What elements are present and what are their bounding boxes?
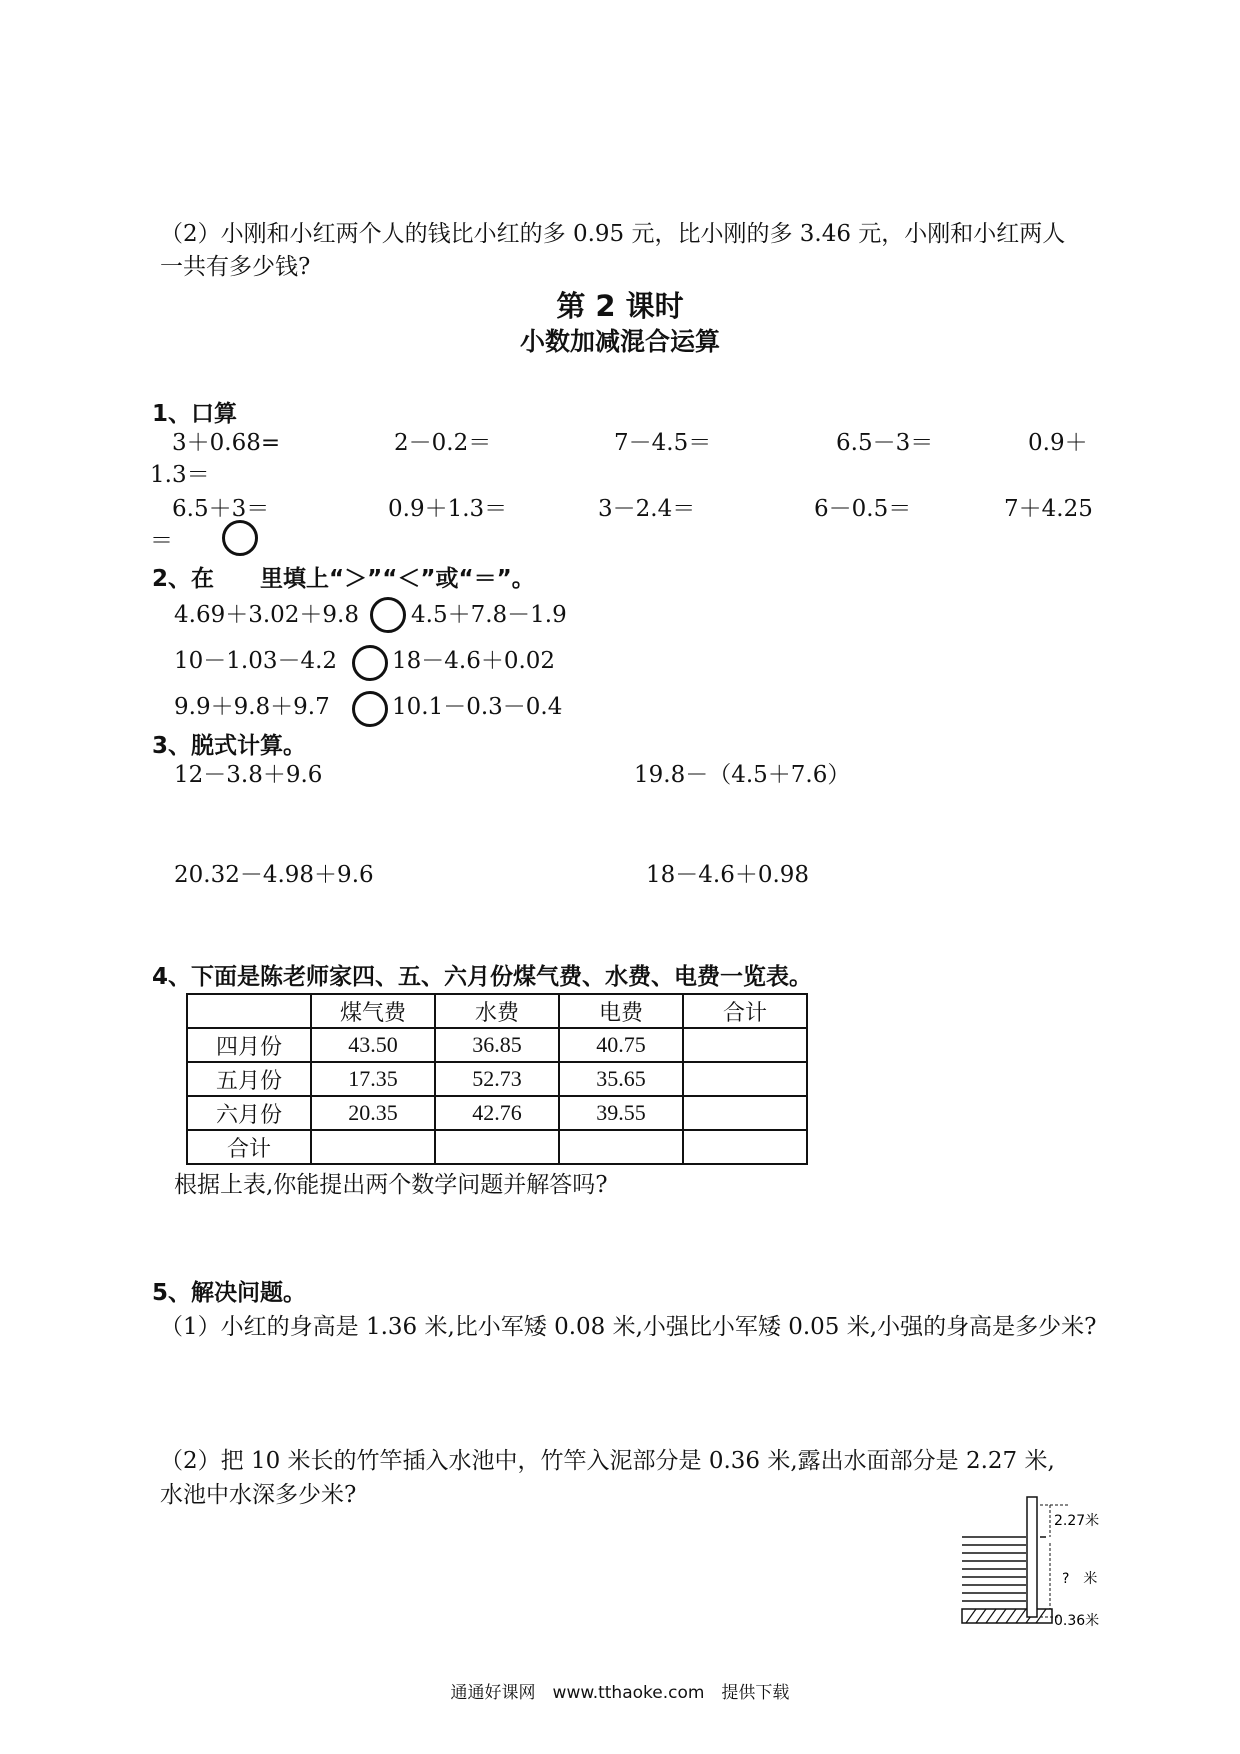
q1-row1-item: 3＋0.68=	[172, 430, 281, 456]
table-cell[interactable]	[435, 1130, 559, 1164]
pond-diagram	[960, 1495, 1120, 1630]
table-header-cell: 煤气费	[311, 994, 435, 1028]
bamboo-pole	[1027, 1497, 1037, 1617]
table-header-cell: 水费	[435, 994, 559, 1028]
table-cell: 20.35	[311, 1096, 435, 1130]
q1-row1-item: 0.9＋	[1028, 430, 1088, 456]
q3-expression: 19.8－（4.5＋7.6）	[634, 762, 851, 788]
q1-row1-item: 2－0.2＝	[394, 430, 492, 456]
table-cell[interactable]	[683, 1028, 807, 1062]
q2-left-expression: 9.9＋9.8＋9.7	[174, 694, 330, 720]
q4-followup: 根据上表,你能提出两个数学问题并解答吗?	[174, 1172, 608, 1198]
table-row	[187, 1096, 807, 1130]
table-cell: 17.35	[311, 1062, 435, 1096]
q2-heading: 2、在 里填上“＞”“＜”或“＝”。	[152, 566, 535, 592]
q1-row2-item: 3－2.4＝	[598, 496, 696, 522]
table-cell[interactable]	[683, 1096, 807, 1130]
q1-row2-item: 6－0.5＝	[814, 496, 912, 522]
table-cell: 43.50	[311, 1028, 435, 1062]
table-cell: 36.85	[435, 1028, 559, 1062]
table-header-cell: 合计	[683, 994, 807, 1028]
table-header-cell: 电费	[559, 994, 683, 1028]
table-cell: 42.76	[435, 1096, 559, 1130]
q1-row2-item: 7＋4.25	[1004, 496, 1093, 522]
table-cell: 合计	[187, 1130, 311, 1164]
q3-expression: 12－3.8＋9.6	[174, 762, 323, 788]
q1-row2-item: 0.9＋1.3＝	[388, 496, 508, 522]
table-cell: 39.55	[559, 1096, 683, 1130]
q5-heading: 5、解决问题。	[152, 1280, 307, 1306]
q5-problem-1: （1）小红的身高是 1.36 米,比小军矮 0.08 米,小强比小军矮 0.05 米,小强的身高是多少米?	[160, 1314, 1097, 1340]
lesson-title: 第 2 课时	[556, 289, 684, 323]
table-cell[interactable]	[311, 1130, 435, 1164]
label-in-mud: 0.36米	[1054, 1613, 1100, 1629]
table-header-cell	[187, 994, 311, 1028]
intro-problem-line1: （2）小刚和小红两个人的钱比小红的多 0.95 元，比小刚的多 3.46 元，小刚和小红两人	[160, 221, 1066, 247]
table-cell[interactable]	[559, 1130, 683, 1164]
fees-table	[186, 993, 808, 1165]
answer-circle	[222, 520, 258, 556]
q3-expression: 18－4.6＋0.98	[646, 862, 810, 888]
intro-problem-line2: 一共有多少钱?	[160, 254, 311, 280]
compare-circle[interactable]	[352, 691, 388, 727]
q5-problem-2-line2: 水池中水深多少米?	[160, 1482, 357, 1508]
q2-right-expression: 4.5＋7.8－1.9	[411, 602, 567, 628]
q2-left-expression: 4.69＋3.02＋9.8	[174, 602, 359, 628]
table-row	[187, 1028, 807, 1062]
q1-heading: 1、口算	[152, 401, 238, 427]
q1-row1-item: 7－4.5＝	[614, 430, 712, 456]
q1-row2-wrap: ＝	[150, 528, 173, 554]
q4-heading: 4、下面是陈老师家四、五、六月份煤气费、水费、电费一览表。	[152, 964, 813, 990]
q3-heading: 3、脱式计算。	[152, 733, 307, 759]
q1-row1-item: 6.5－3＝	[836, 430, 934, 456]
compare-circle[interactable]	[370, 597, 406, 633]
table-cell: 五月份	[187, 1062, 311, 1096]
table-cell: 52.73	[435, 1062, 559, 1096]
q1-row1-wrap: 1.3＝	[150, 462, 210, 488]
table-cell: 六月份	[187, 1096, 311, 1130]
table-header-row	[187, 994, 807, 1028]
table-cell: 40.75	[559, 1028, 683, 1062]
table-cell: 35.65	[559, 1062, 683, 1096]
table-row	[187, 1130, 807, 1164]
lesson-subtitle: 小数加减混合运算	[519, 327, 720, 356]
table-cell: 四月份	[187, 1028, 311, 1062]
q1-row2-item: 6.5＋3＝	[172, 496, 270, 522]
q2-right-expression: 10.1－0.3－0.4	[392, 694, 563, 720]
table-cell[interactable]	[683, 1062, 807, 1096]
page-footer: 通通好课网 www.tthaoke.com 提供下载	[450, 1683, 790, 1703]
table-cell[interactable]	[683, 1130, 807, 1164]
q3-expression: 20.32－4.98＋9.6	[174, 862, 374, 888]
q2-right-expression: 18－4.6＋0.02	[392, 648, 556, 674]
label-above-water: 2.27米	[1054, 1513, 1100, 1529]
table-row	[187, 1062, 807, 1096]
q5-problem-2-line1: （2）把 10 米长的竹竿插入水池中，竹竿入泥部分是 0.36 米,露出水面部分是 2.27 米,	[160, 1448, 1055, 1474]
compare-circle[interactable]	[352, 645, 388, 681]
label-water-depth: ? 米	[1062, 1571, 1098, 1587]
q2-left-expression: 10－1.03－4.2	[174, 648, 338, 674]
